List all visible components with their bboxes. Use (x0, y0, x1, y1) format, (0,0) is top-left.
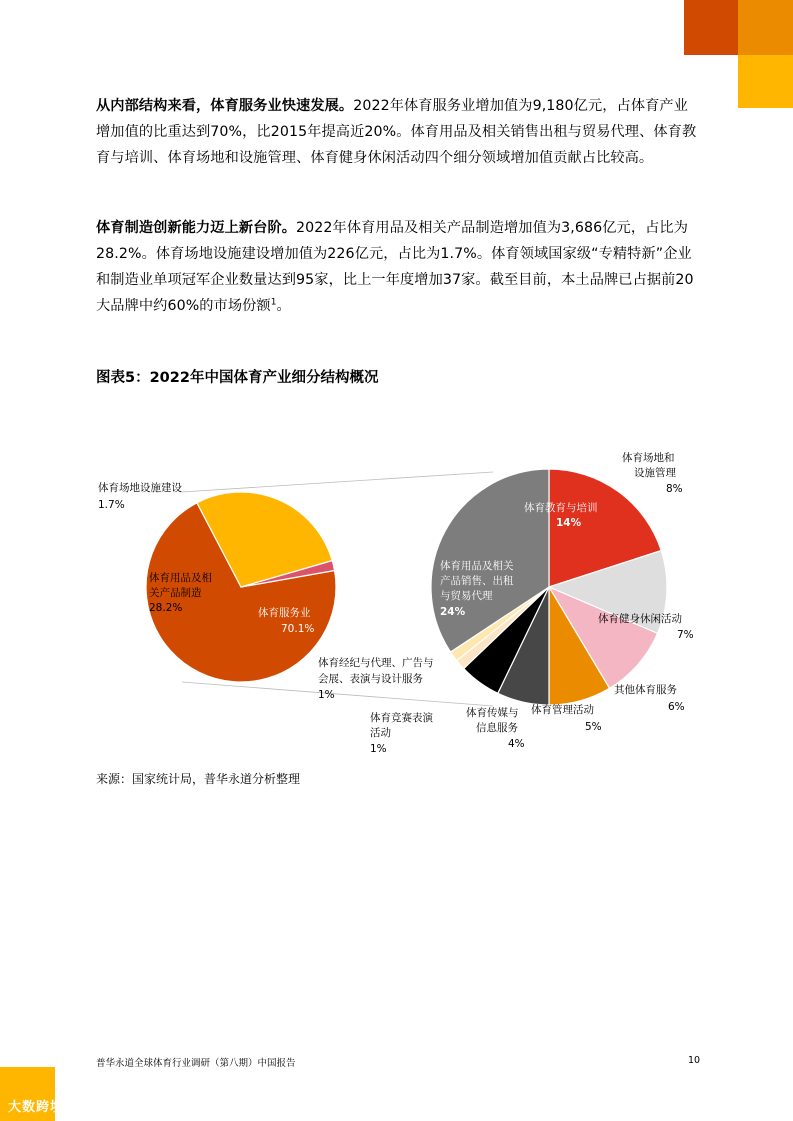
paragraph-manufacturing (96, 215, 700, 319)
label-fitness-value: 7% (677, 629, 694, 641)
decor-block-red (684, 0, 738, 55)
label-management-name: 体育管理活动 (531, 704, 594, 716)
footnote-marker: 1 (270, 297, 277, 308)
label-service-value: 70.1% (281, 623, 315, 635)
label-competition-value: 1% (370, 743, 387, 755)
connector-line-bottom (182, 682, 493, 706)
label-retail-name-2: 产品销售、出租 (440, 575, 514, 587)
page-number: 10 (688, 1055, 701, 1066)
industry-structure-chart (0, 420, 793, 765)
label-other-services-value: 6% (668, 701, 685, 713)
label-media-name-1: 体育传媒与 (466, 707, 519, 719)
label-management-value: 5% (585, 721, 602, 733)
figure-title: 图表5：2022年中国体育产业细分结构概况 (96, 370, 379, 386)
watermark-text: 大数跨境 (8, 1100, 65, 1115)
label-venue-management-name-1: 体育场地和 (622, 452, 675, 464)
paragraph-lead: 体育制造创新能力迈上新台阶。 (96, 220, 297, 236)
label-competition-name-2: 活动 (370, 727, 391, 739)
paragraph-lead: 从内部结构来看，体育服务业快速发展。 (96, 98, 354, 114)
paragraph-body: 2022年体育用品及相关产品制造增加值为3,686亿元，占比为28.2%。体育场地设施建设增加值为226亿元，占比为1.7%。体育领域国家级“专精特新”企业和制造业单项冠军企业数量达到95家，比上一年度增加37家。截至目前，本土品牌已占据前20大品牌中约60%的市场份额 (96, 220, 694, 314)
decor-block-orange (738, 0, 793, 55)
source-note: 来源：国家统计局，普华永道分析整理 (96, 772, 301, 786)
label-other-services-name: 其他体育服务 (614, 684, 677, 696)
label-agency-name-1: 体育经纪与代理、广告与 (318, 657, 434, 669)
paragraph-body: 2022年体育服务业增加值为9,180亿元，占体育产业增加值的比重达到70%，比2015年提高近20%。体育用品及相关销售出租与贸易代理、体育教育与培训、体育场地和设施管理、体育健身休闲活动四个细分领域增加值贡献占比较高。 (96, 98, 697, 166)
label-retail-value: 24% (440, 606, 466, 618)
label-manufacturing-name-2: 关产品制造 (149, 587, 202, 599)
label-venue-management-name-2: 设施管理 (634, 467, 676, 479)
label-manufacturing-name-1: 体育用品及相 (149, 572, 212, 584)
paragraph-end: 。 (276, 298, 291, 314)
label-competition-name-1: 体育竞赛表演 (370, 712, 433, 724)
label-retail-name-1: 体育用品及相关 (440, 560, 514, 572)
label-agency-name-2: 会展、表演与设计服务 (318, 673, 423, 685)
label-fitness-name: 体育健身休闲活动 (598, 613, 682, 625)
footer-report-title: 普华永道全球体育行业调研（第八期）中国报告 (96, 1058, 296, 1069)
connector-line-top (182, 472, 493, 492)
label-venue-construction-name: 体育场地设施建设 (98, 482, 182, 494)
paragraph-service-industry (96, 93, 700, 171)
label-education-name: 体育教育与培训 (524, 502, 598, 514)
label-education-value: 14% (556, 517, 582, 529)
label-retail-name-3: 与贸易代理 (440, 590, 493, 602)
label-media-value: 4% (508, 738, 525, 750)
label-venue-management-value: 8% (666, 483, 683, 495)
decor-block-yellow (738, 55, 793, 108)
label-manufacturing-value: 28.2% (149, 602, 183, 614)
label-service-name: 体育服务业 (258, 607, 311, 619)
label-media-name-2: 信息服务 (476, 722, 518, 734)
label-agency-value: 1% (318, 689, 335, 701)
label-venue-construction-value: 1.7% (98, 499, 125, 511)
